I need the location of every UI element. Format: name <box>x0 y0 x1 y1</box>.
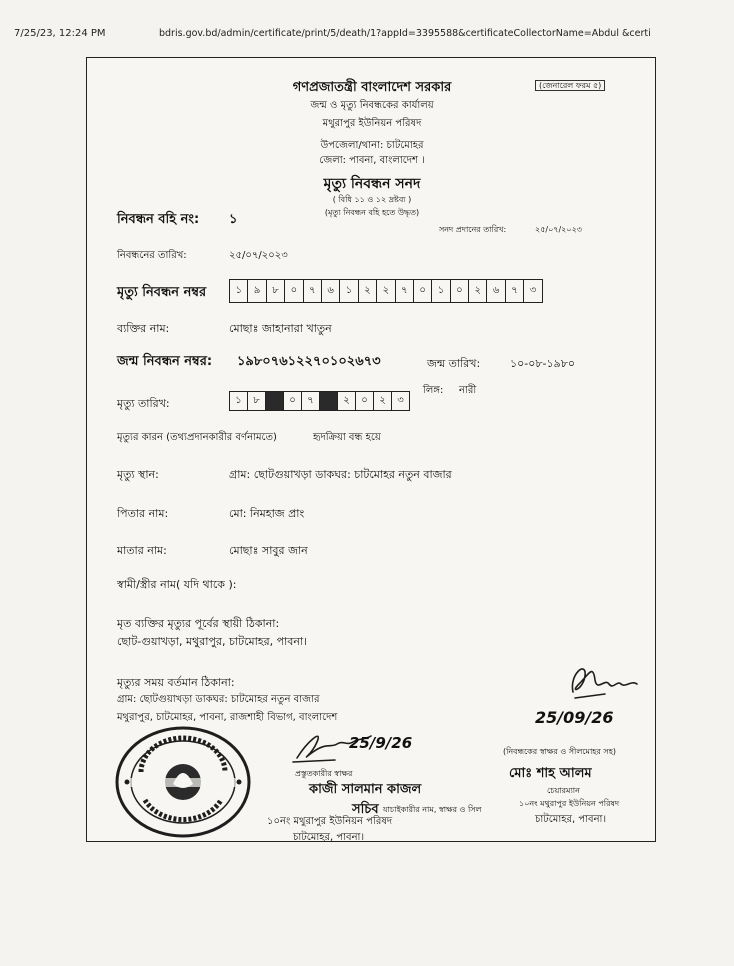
print-datetime: 7/25/23, 12:24 PM <box>14 28 106 39</box>
place: গ্রাম: ছোটগুয়াখড়া ডাকঘর: চাটমোহর নতুন বাজার <box>229 468 452 481</box>
gender: নারী <box>459 385 477 396</box>
issuer-date: 25/9/26 <box>349 734 413 752</box>
date-separator <box>266 392 284 410</box>
death-reg-digit: ০ <box>285 280 303 302</box>
death-date-digit: ২ <box>374 392 392 410</box>
issuer-caption: প্রস্তুতকারীর স্বাক্ষর <box>295 769 353 778</box>
death-reg-digit: ৭ <box>396 280 414 302</box>
death-reg-digit: ৬ <box>322 280 340 302</box>
death-reg-digit: ৯ <box>248 280 266 302</box>
death-date-label: মৃত্যু তারিখ: <box>117 397 170 410</box>
issuer-title: সচিব <box>352 802 379 817</box>
cause-label: মৃত্যুর কারন (তথ্যপ্রদানকারীর বর্ণনামতে) <box>117 432 277 443</box>
father-label: পিতার নাম: <box>117 507 169 520</box>
office-seal-icon <box>111 722 257 840</box>
death-reg-digit: ০ <box>414 280 432 302</box>
death-date-digit: ০ <box>356 392 374 410</box>
registrar-union: ১০নং মথুরাপুর ইউনিয়ন পরিষদ <box>519 799 620 808</box>
print-url: bdris.gov.bd/admin/certificate/print/5/death/1?appId=3395588&certificateCollectorName=Abdul &certi <box>159 28 651 39</box>
extract-note: (মৃত্যু নিবন্ধন বহি হতে উদ্ধৃত) <box>324 208 420 217</box>
death-reg-digit: ২ <box>469 280 487 302</box>
perm-addr: ছোট-গুয়াখড়া, মথুরাপুর, চাটমোহর, পাবনা। <box>117 635 308 648</box>
death-reg-digit: ৭ <box>304 280 322 302</box>
mother-label: মাতার নাম: <box>117 544 167 557</box>
registrar-date: 25/09/26 <box>535 708 614 727</box>
cause: হৃদক্রিয়া বন্ধ হয়ে <box>313 432 381 443</box>
dob: ১০-০৮-১৯৮০ <box>510 357 576 370</box>
death-date-digit: ২ <box>338 392 356 410</box>
death-reg-digit: ১ <box>432 280 450 302</box>
office-name: জন্ম ও মৃত্যু নিবন্ধকের কার্যালয় <box>310 100 434 111</box>
death-date-digit: ১ <box>230 392 248 410</box>
issuer-place: চাটমোহর, পাবনা। <box>293 832 365 843</box>
registrar-name: মোঃ শাহ আলম <box>509 766 592 781</box>
person-name: মোছাঃ জাহানারা খাতুন <box>229 322 332 335</box>
dob-label: জন্ম তারিখ: <box>427 357 481 370</box>
union-name: মথুরাপুর ইউনিয়ন পরিষদ <box>322 118 422 129</box>
place-label: মৃত্যু স্থান: <box>117 468 159 481</box>
father-name: মো: নিমহাজ প্রাং <box>229 507 305 520</box>
death-date-digit: ৮ <box>248 392 266 410</box>
registrar-caption: (নিবন্ধকের স্বাক্ষর ও সীলমোহর সহ) <box>503 747 617 756</box>
birth-reg-label: জন্ম নিবন্ধন নম্বর: <box>117 354 213 369</box>
death-reg-number-boxes <box>229 279 543 303</box>
death-reg-digit: ১ <box>230 280 248 302</box>
death-reg-label: মৃত্যু নিবন্ধন নম্বর <box>117 285 207 300</box>
form-tag: (জেনারেল ফরম ৫) <box>535 80 605 93</box>
death-reg-digit: ১ <box>340 280 358 302</box>
death-reg-digit: ৭ <box>506 280 524 302</box>
perm-addr-label: মৃত ব্যক্তির মৃত্যুর পূর্বের স্থায়ী ঠিকানা: <box>117 617 280 630</box>
death-reg-digit: ২ <box>377 280 395 302</box>
issue-date-label: সনদ প্রদানের তারিখ: <box>439 225 507 234</box>
mother-name: মোছাঃ সাবুর জান <box>229 544 308 557</box>
death-certificate <box>86 57 656 842</box>
spouse-label: স্বামী/স্ত্রীর নাম( যদি থাকে ): <box>117 578 237 591</box>
death-date-digit: ০ <box>284 392 302 410</box>
date-separator <box>320 392 338 410</box>
gender-label: লিঙ্গ: <box>423 385 444 396</box>
death-date-digit: ৭ <box>302 392 320 410</box>
death-reg-digit: ৩ <box>529 285 537 296</box>
birth-reg: ১৯৮০৭৬১২২৭০১০২৬৭৩ <box>237 354 381 369</box>
issuer-union: ১০নং মথুরাপুর ইউনিয়ন পরিষদ <box>267 816 393 827</box>
registrar-signature-icon <box>565 654 645 704</box>
death-date-digit: ৩ <box>397 395 404 406</box>
death-reg-digit: ২ <box>359 280 377 302</box>
issuer-name: কাজী সালমান কাজল <box>309 782 422 797</box>
rule-ref: ( বিধি ১১ ও ১২ দ্রষ্টব্য ) <box>332 195 412 204</box>
death-reg-digit: ৮ <box>267 280 285 302</box>
certificate-title: মৃত্যু নিবন্ধন সনদ <box>323 176 421 192</box>
reg-date: ২৫/০৭/২০২৩ <box>229 250 288 261</box>
registrar-place: চাটমোহর, পাবনা। <box>535 814 607 825</box>
book-value: ১ <box>229 212 238 227</box>
cur-addr-label: মৃত্যুর সময় বর্তমান ঠিকানা: <box>117 676 235 689</box>
cur-addr-line2: মথুরাপুর, চাটমোহর, পাবনা, রাজশাহী বিভাগ, বাংলাদেশ <box>117 712 338 723</box>
cur-addr-line1: গ্রাম: ছোটগুয়াখড়া ডাকঘর: চাটমোহর নতুন বাজার <box>117 694 320 705</box>
upazila: উপজেলা/থানা: চাটমোহর <box>320 140 424 151</box>
registrar-title: চেয়ারম্যান <box>547 786 580 795</box>
death-date-boxes <box>229 391 410 411</box>
death-reg-digit: ০ <box>451 280 469 302</box>
issue-date: ২৫/০৭/২০২৩ <box>535 225 582 234</box>
reg-date-label: নিবন্ধনের তারিখ: <box>117 250 187 261</box>
name-label: ব্যক্তির নাম: <box>117 322 170 335</box>
district: জেলা: পাবনা, বাংলাদেশ । <box>319 155 425 166</box>
book-label: নিবন্ধন বহি নং: <box>117 212 200 227</box>
death-reg-digit: ৬ <box>487 280 505 302</box>
issuer-note: যাচাইকারীর নাম, স্বাক্ষর ও সিল <box>383 805 482 814</box>
gov-title: গণপ্রজাতন্ত্রী বাংলাদেশ সরকার <box>292 80 452 95</box>
